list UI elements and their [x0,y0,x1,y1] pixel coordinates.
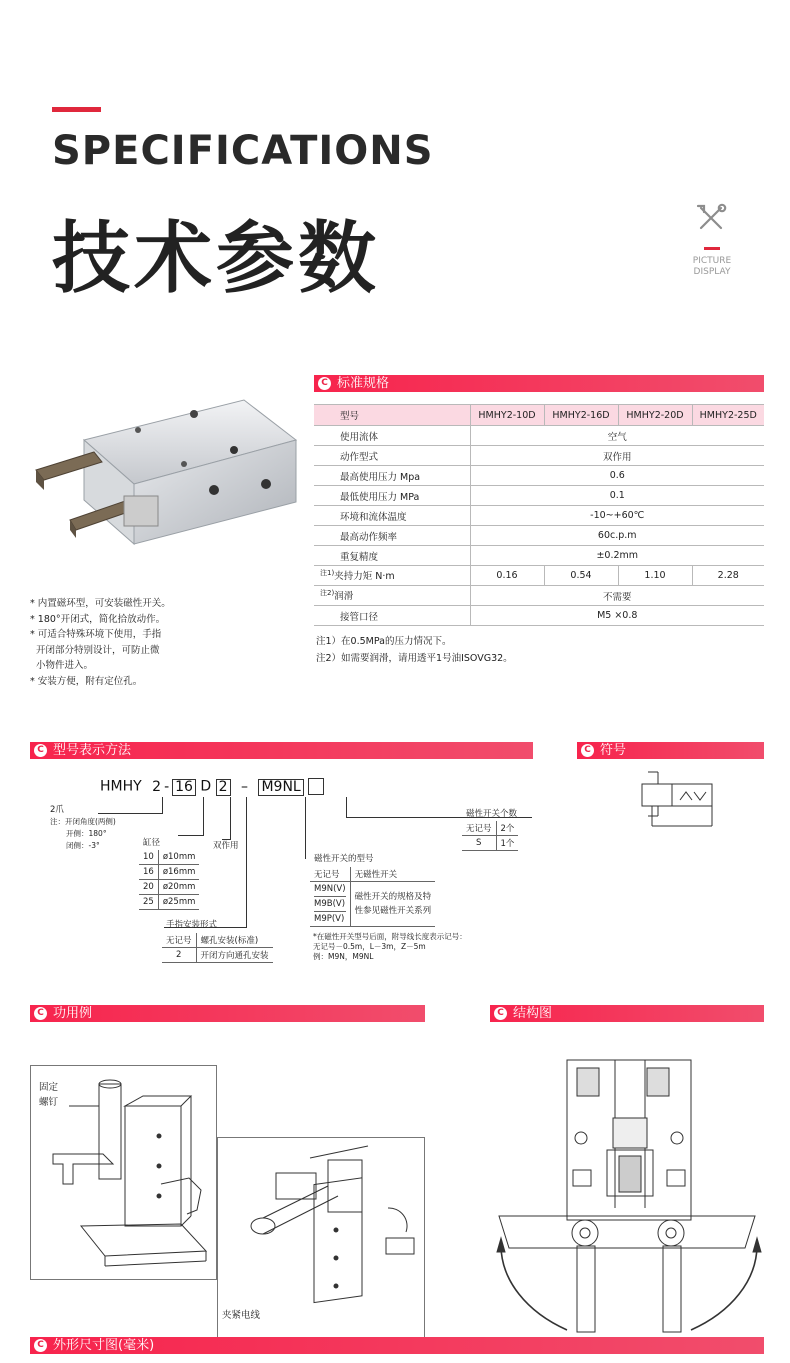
header-cell: 型号 [314,405,470,426]
feature-item: * 安装方便，附有定位孔。 [30,675,143,687]
table-row: 2 开闭方向通孔安装 [162,948,273,963]
table-row: S 1个 [462,836,518,851]
feature-item: * 可适合特殊环境下使用，手指 [30,629,162,641]
c-mark-icon: C [34,1007,47,1020]
table-row: 最高使用压力 Mpa 0.6 [314,466,764,486]
structure-drawing [495,1058,765,1334]
count-table [462,821,518,851]
switch-table [310,867,435,927]
c-mark-icon: C [34,744,47,757]
picture-display-badge [688,203,736,278]
section-header-model: C 型号表示方法 [30,742,533,759]
display-label: DISPLAY [693,267,731,277]
section-header-usage: C 功用例 [30,1005,425,1022]
code-prefix: HMHY [100,778,142,795]
table-row: 环境和流体温度 -10~+60℃ [314,506,764,526]
page-title-cn: 技术参数 [52,214,381,304]
bore-title: 缸径 [143,838,161,848]
section-header-spec: C 标准规格 [314,375,764,392]
pneumatic-symbol [638,770,728,834]
note-mark: 注2) [320,589,335,598]
c-mark-icon: C [494,1007,507,1020]
spec-table [314,404,764,626]
badge-divider [704,247,720,250]
header-cell: HMHY2-25D [692,405,764,426]
table-row: 使用流体 空气 [314,426,764,446]
spec-notes [316,633,513,667]
table-row: 无记号 2个 [462,821,518,836]
model-code: HMHY 2 - 16 D 2 – M9NL [100,778,324,796]
note-line: 注1）在0.5MPa的压力情况下。 [316,636,452,647]
code-switch: M9NL [258,779,303,796]
feature-item: * 180°开闭式，简化拾放动作。 [30,613,166,625]
code-count [308,778,324,795]
jaw-label-block: 2爪 注：开闭角度(两侧) 开侧：180° 闭侧：-3° [50,805,116,850]
table-row: 10 ø10mm [139,850,199,865]
switch-note: *在磁性开关型号后面，附导线长度表示记号： 无记号－0.5m，L－3m，Z－5m 例：M9N，M9NL [313,932,467,961]
mount-table [162,933,273,963]
usage-figure-clamp [217,1137,425,1339]
table-row: 重复精度 ±0.2mm [314,546,764,566]
accent-bar [52,107,101,112]
note-mark: 注1) [320,569,335,578]
switch-title: 磁性开关的型号 [314,854,374,864]
header-cell: HMHY2-16D [544,405,618,426]
c-mark-icon: C [581,744,594,757]
feature-item: 小物件进入。 [30,660,94,672]
c-mark-icon: C [318,377,331,390]
table-row: 接管口径 M5 ×0.8 [314,606,764,626]
feature-item: 开闭部分特别设计，可防止微 [30,644,160,656]
header-cell: HMHY2-20D [618,405,692,426]
c-mark-icon: C [34,1339,47,1352]
page-title-en: SPECIFICATIONS [52,128,434,174]
action-label: 双作用 [213,841,239,851]
fix-screw-label: 固定 螺钉 [39,1082,59,1108]
product-image [34,392,304,552]
table-row: 最低使用压力 MPa 0.1 [314,486,764,506]
table-row: 无记号 螺孔安装(标准) [162,933,273,948]
tools-icon [688,203,736,239]
code-bore: 16 [172,779,196,796]
section-header-symbol: C 符号 [577,742,764,759]
table-row: 无记号 无磁性开关 [310,867,435,882]
header-cell: HMHY2-10D [470,405,544,426]
picture-label: PICTURE [692,256,732,266]
table-row: $^{注1)}$夹持力矩 N·m 0.16 0.54 1.10 2.28 [314,566,764,586]
count-title: 磁性开关个数 [466,809,518,819]
code-jaw: 2 [152,778,162,795]
table-row: 25 ø25mm [139,895,199,910]
table-row: M9N(V) M9B(V) M9P(V) 磁性开关的规格及特 性参见磁性开关系列 [310,882,435,927]
table-row: 20 ø20mm [139,880,199,895]
table-row: 最高动作频率 60c.p.m [314,526,764,546]
feature-item: * 内置磁环型，可安装磁性开关。 [30,598,171,609]
clamp-wire-label: 夹紧电线 [222,1310,261,1321]
table-row: 16 ø16mm [139,865,199,880]
jaw-label: 2爪 [50,805,64,815]
code-action: D [200,778,212,795]
mount-title: 手指安装形式 [166,920,218,930]
table-header-row [314,405,764,426]
usage-figure-fixing [30,1065,217,1280]
section-header-dimensions: C 外形尺寸图(毫米) [30,1337,764,1354]
section-header-structure: C 结构图 [490,1005,764,1022]
code-mount: 2 [216,779,231,796]
jaw-note: 注：开闭角度(两侧) [50,817,116,826]
bore-table [139,850,199,910]
note-line: 注2）如需要润滑，请用透平1号油ISOVG32。 [316,653,513,664]
table-row: 动作型式 双作用 [314,446,764,466]
feature-list [30,596,171,690]
table-row: $^{注2)}$润滑 不需要 [314,586,764,606]
